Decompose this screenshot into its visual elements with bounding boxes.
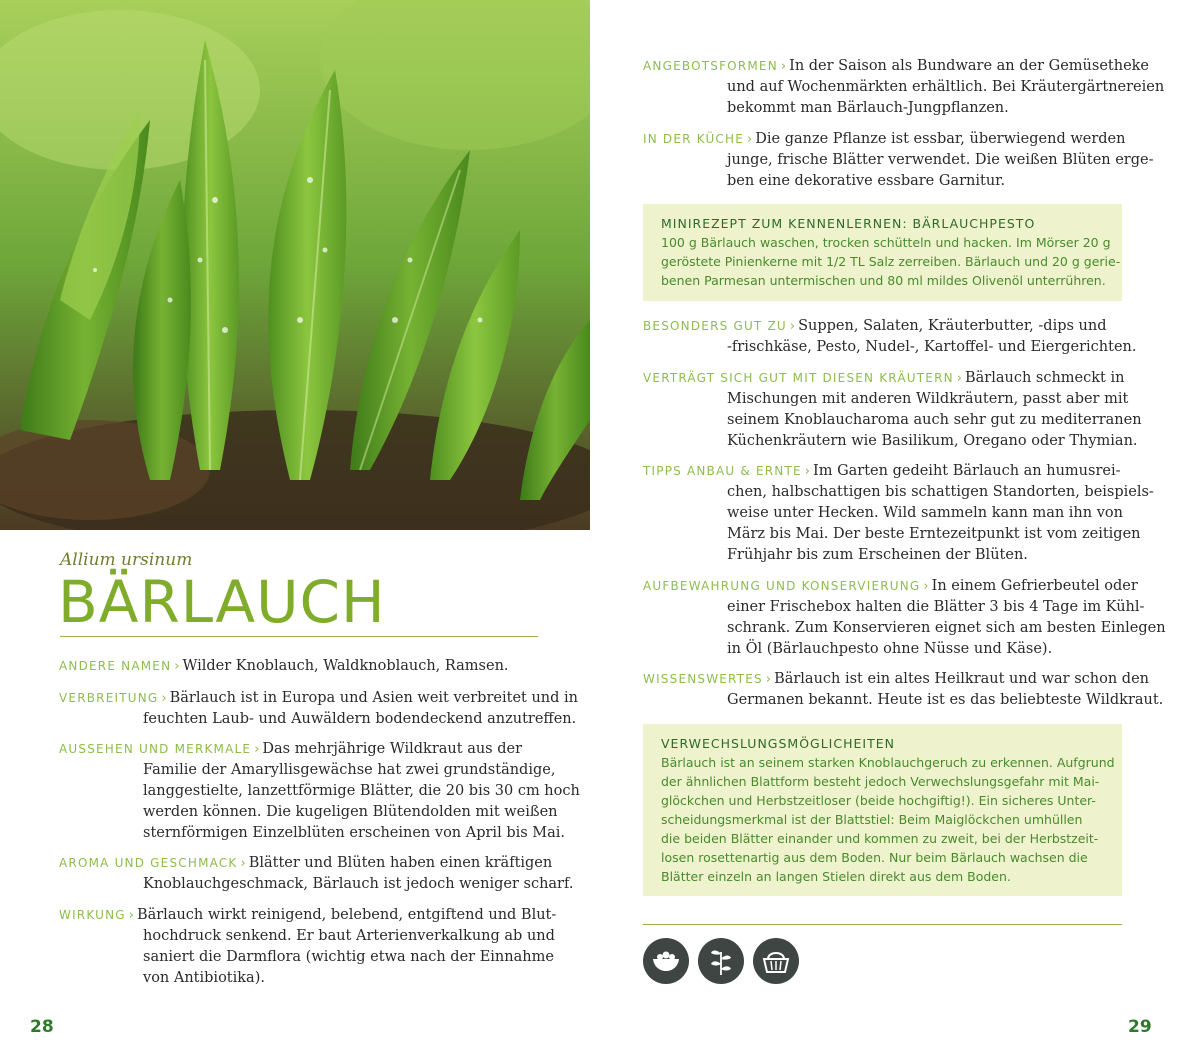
entry-andere-namen [59, 656, 539, 677]
entry-label: IN DER KÜCHE [643, 132, 745, 146]
entry-text: einer Frischebox halten die Blätter 3 bis 4 Tage im Kühl- [727, 599, 1145, 615]
entry-text: Bärlauch schmeckt in [964, 370, 1125, 386]
chevron-right-icon: › [240, 856, 246, 871]
entry-text: Bärlauch ist ein altes Heilkraut und war schon den [774, 671, 1149, 687]
entry-verträgt-sich-gut-mit-diesen-kräutern [643, 368, 1142, 452]
entry-text: hochdruck senkend. Er baut Arterienverkalkung ab und [143, 928, 555, 944]
box-text-line: glöckchen und Herbstzeitloser (beide hochgiftig!). Ein sicheres Unter- [661, 793, 1096, 808]
entry-label: AUSSEHEN UND MERKMALE [59, 742, 252, 756]
chevron-right-icon: › [956, 371, 962, 386]
entry-text: März bis Mai. Der beste Erntezeitpunkt ist vom zeitigen [727, 526, 1141, 542]
entry-angebotsformen [643, 56, 1165, 119]
entry-text: bekommt man Bärlauch-Jungpflanzen. [727, 100, 1009, 116]
entry-text: seinem Knoblaucharoma auch sehr gut zu mediterranen [727, 412, 1142, 428]
chevron-right-icon: › [161, 691, 167, 706]
entry-text: ben eine dekorative essbare Garnitur. [727, 173, 1006, 189]
entry-label: VERBREITUNG [59, 691, 159, 705]
entry-text: langgestielte, lanzettförmige Blätter, die 20 bis 30 cm hoch [143, 783, 580, 799]
entry-label: AUFBEWAHRUNG UND KONSERVIERUNG [643, 579, 921, 593]
bottom-divider [643, 924, 1122, 925]
box-text-line: geröstete Pinienkerne mit 1/2 TL Salz zerreiben. Bärlauch und 20 g gerie- [661, 254, 1121, 269]
warning-box [643, 724, 1122, 896]
entry-text: werden können. Die kugeligen Blütendolden mit weißen [143, 804, 558, 820]
entry-wissenswertes [643, 669, 1164, 711]
chevron-right-icon: › [804, 464, 810, 479]
chevron-right-icon: › [747, 132, 753, 147]
entry-label: BESONDERS GUT ZU [643, 319, 787, 333]
box-text-line: losen rosettenartig aus dem Boden. Nur beim Bärlauch wachsen die [661, 850, 1088, 865]
chevron-right-icon: › [174, 659, 180, 674]
box-text-line: der ähnlichen Blattform besteht jedoch Verwechslungsgefahr mit Mai- [661, 774, 1100, 789]
entry-text: Bärlauch ist in Europa und Asien weit verbreitet und in [169, 690, 579, 706]
entry-label: AROMA UND GESCHMACK [59, 856, 238, 870]
entry-in-der-küche [643, 129, 1154, 192]
box-text-line: scheidungsmerkmal ist der Blattstiel: Beim Maiglöckchen umhüllen [661, 812, 1083, 827]
entry-tipps-anbau-ernte [643, 461, 1154, 566]
entry-label: ANGEBOTSFORMEN [643, 59, 778, 73]
entry-text: Blätter und Blüten haben einen kräftigen [248, 855, 553, 871]
entry-aufbewahrung-und-konservierung [643, 576, 1166, 660]
entry-text: sternförmigen Einzelblüten erscheinen von April bis Mai. [143, 825, 566, 841]
entry-text: Bärlauch wirkt reinigend, belebend, entgiftend und Blut- [136, 907, 557, 923]
box-text-line: 100 g Bärlauch waschen, trocken schütteln und hacken. Im Mörser 20 g [661, 235, 1111, 250]
basket-icon [753, 938, 799, 984]
entry-text: weise unter Hecken. Wild sammeln kann man ihn von [727, 505, 1123, 521]
entry-verbreitung [59, 688, 579, 730]
entry-text: Mischungen mit anderen Wildkräutern, passt aber mit [727, 391, 1129, 407]
chevron-right-icon: › [780, 59, 787, 74]
entry-text: Familie der Amaryllisgewächse hat zwei grundständige, [143, 762, 556, 778]
warning-box-title: VERWECHSLUNGSMÖGLICHEITEN [661, 736, 895, 751]
entry-text: schrank. Zum Konservieren eignet sich am besten Einlegen [727, 620, 1166, 636]
box-text-line: die beiden Blätter einander und kommen zu zweit, bei der Herbstzeit- [661, 831, 1099, 846]
entry-label: WISSENSWERTES [643, 672, 763, 686]
wild-garlic-photo [0, 0, 590, 530]
entry-label: TIPPS ANBAU & ERNTE [643, 464, 802, 478]
entry-text: Knoblauchgeschmack, Bärlauch ist jedoch weniger scharf. [143, 876, 574, 892]
page-number-right: 29 [1128, 1017, 1152, 1037]
box-text-line: Blätter einzeln an langen Stielen direkt aus dem Boden. [661, 869, 1011, 884]
entry-label: WIRKUNG [59, 908, 126, 922]
recipe-box-title: MINIREZEPT ZUM KENNENLERNEN: BÄRLAUCHPESTO [661, 216, 1036, 231]
entry-text: von Antibiotika). [143, 970, 265, 986]
entry-text: In der Saison als Bundware an der Gemüsetheke [789, 58, 1150, 74]
entry-text: Germanen bekannt. Heute ist es das beliebteste Wildkraut. [727, 692, 1164, 708]
page-title: BÄRLAUCH [58, 568, 386, 636]
latin-name: Allium ursinum [60, 550, 193, 570]
entry-text: Im Garten gedeiht Bärlauch an humusrei- [812, 463, 1121, 479]
entry-text: Küchenkräutern wie Basilikum, Oregano oder Thymian. [727, 433, 1138, 449]
entry-text: In einem Gefrierbeutel oder [931, 578, 1138, 594]
chevron-right-icon: › [765, 672, 772, 687]
entry-text: Suppen, Salaten, Kräuterbutter, -dips und [798, 318, 1107, 334]
entry-text: -frischkäse, Pesto, Nudel-, Kartoffel- und Eiergerichten. [727, 339, 1137, 355]
page-number-left: 28 [30, 1017, 54, 1037]
entry-text: chen, halbschattigen bis schattigen Standorten, beispiels- [727, 484, 1154, 500]
chevron-right-icon: › [923, 579, 929, 594]
recipe-box [643, 204, 1122, 301]
chevron-right-icon: › [128, 908, 134, 923]
recipe-box-text [661, 233, 1121, 290]
entry-text: junge, frische Blätter verwendet. Die weißen Blüten erge- [727, 152, 1154, 168]
entry-text: und auf Wochenmärkten erhältlich. Bei Kräutergärtnereien [727, 79, 1165, 95]
salad-bowl-icon [643, 938, 689, 984]
entry-text: Wilder Knoblauch, Waldknoblauch, Ramsen. [182, 658, 509, 674]
entry-text: saniert die Darmflora (wichtig etwa nach der Einnahme [143, 949, 554, 965]
entry-text: in Öl (Bärlauchpesto ohne Nüsse und Käse). [727, 641, 1053, 657]
entry-text: Die ganze Pflanze ist essbar, überwiegend werden [755, 131, 1126, 147]
entry-text: feuchten Laub- und Auwäldern bodendeckend anzutreffen. [143, 711, 577, 727]
entry-wirkung [59, 905, 557, 989]
entry-besonders-gut-zu [643, 316, 1137, 358]
box-text-line: benen Parmesan untermischen und 80 ml mildes Olivenöl unterrühren. [661, 273, 1106, 288]
title-divider [60, 636, 538, 637]
entry-text: Frühjahr bis zum Erscheinen der Blüten. [727, 547, 1028, 563]
chevron-right-icon: › [789, 319, 796, 334]
warning-box-text [661, 753, 1115, 886]
entry-label: ANDERE NAMEN [59, 659, 172, 673]
entry-label: VERTRÄGT SICH GUT MIT DIESEN KRÄUTERN [643, 371, 954, 385]
herb-sprig-icon [698, 938, 744, 984]
entry-aroma-und-geschmack [59, 853, 574, 895]
chevron-right-icon: › [254, 742, 260, 757]
box-text-line: Bärlauch ist an seinem starken Knoblauchgeruch zu erkennen. Aufgrund [661, 755, 1115, 770]
entry-text: Das mehrjährige Wildkraut aus der [262, 741, 523, 757]
entry-aussehen-und-merkmale [59, 739, 580, 844]
